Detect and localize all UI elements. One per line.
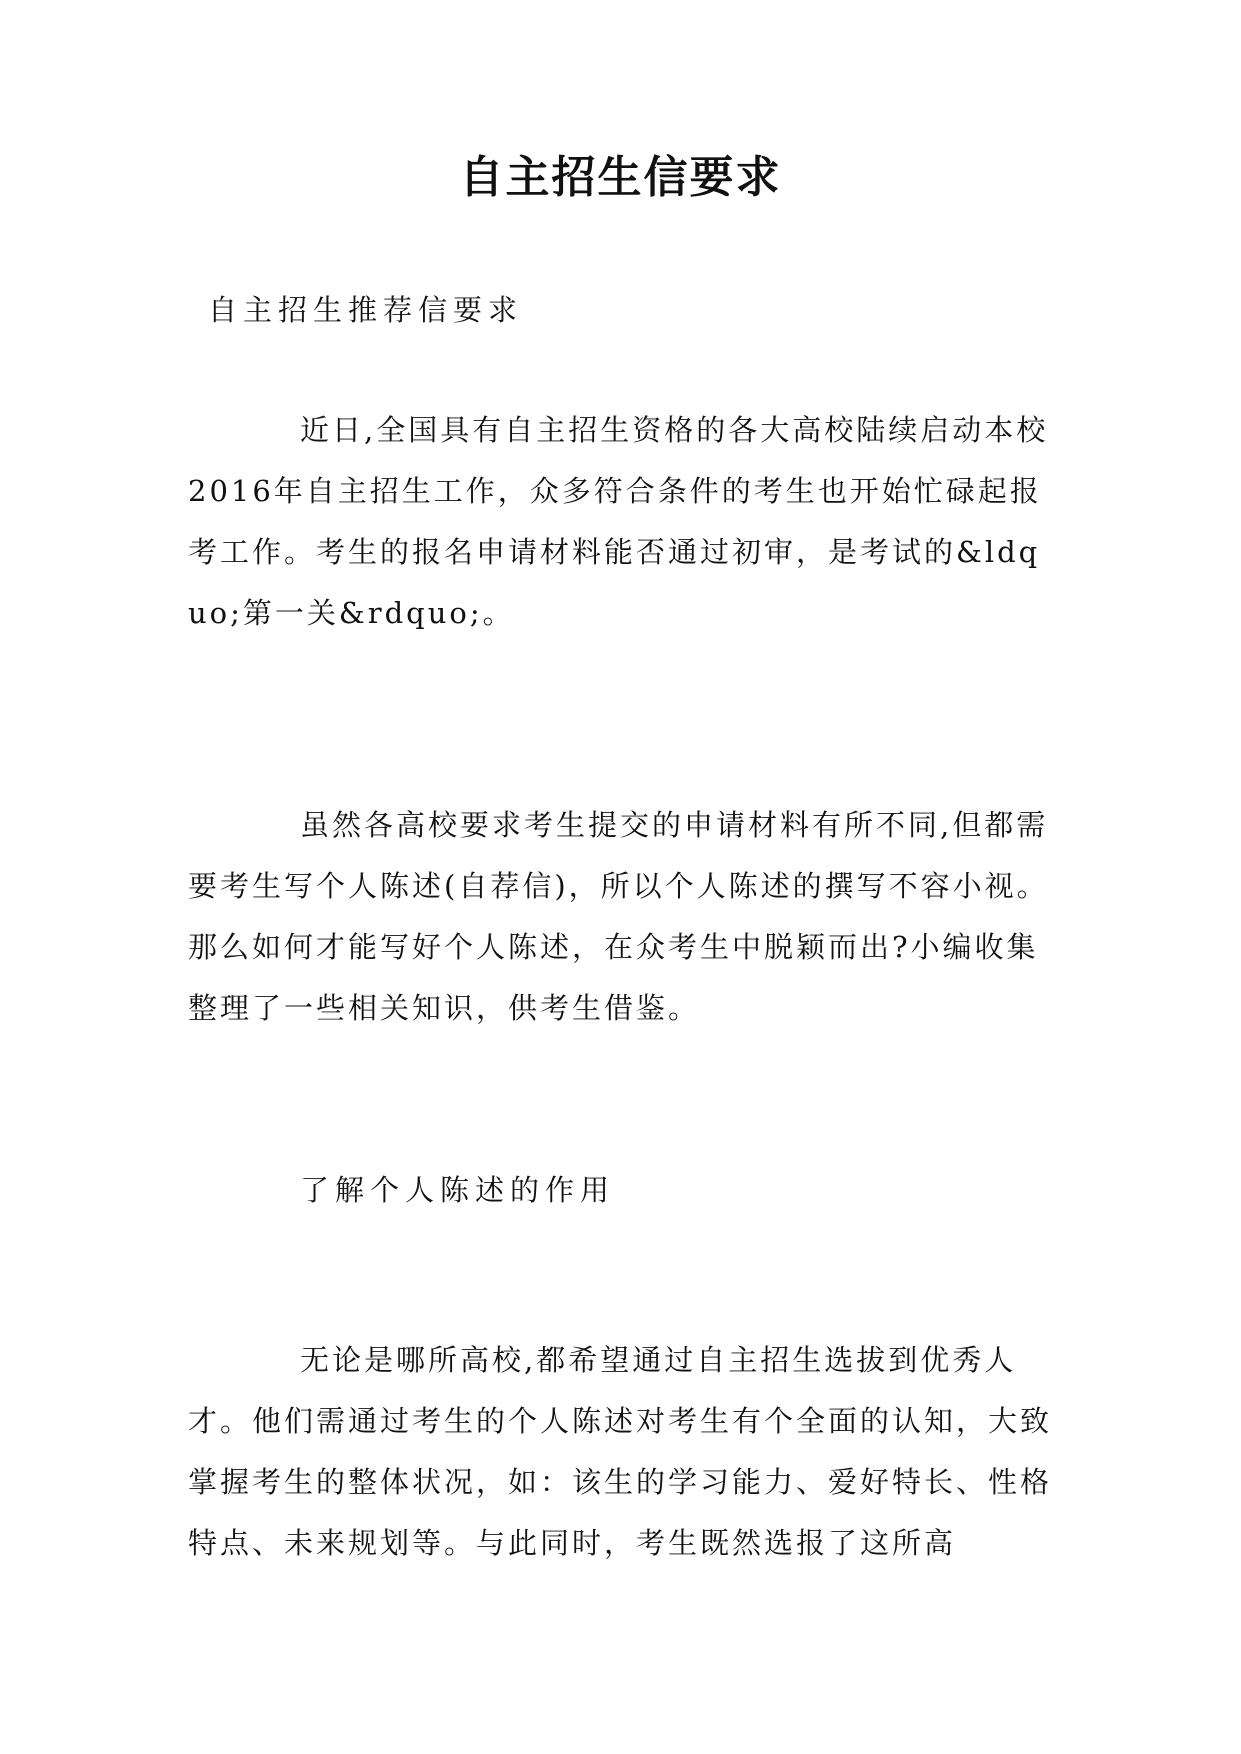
section-heading: 了解个人陈述的作用 xyxy=(300,1173,616,1207)
paragraph-intro: 近日,全国具有自主招生资格的各大高校陆续启动本校2016年自主招生工作，众多符合条件的考生也开始忙碌起报考工作。考生的报名申请材料能否通过初审，是考试的&ldquo;第一关&rdquo;。 xyxy=(188,413,1049,630)
paragraph-personal-statement: 虽然各高校要求考生提交的申请材料有所不同,但都需要考生写个人陈述(自荐信)，所以个人陈述的撰写不容小视。那么如何才能写好个人陈述，在众考生中脱颖而出?小编收集整理了一些相关知识，供考生借鉴。 xyxy=(188,808,1049,1025)
document-title: 自主招生信要求 xyxy=(459,152,782,203)
document-subtitle: 自主招生推荐信要求 xyxy=(208,293,524,327)
paragraph-section-body: 无论是哪所高校,都希望通过自主招生选拔到优秀人才。他们需通过考生的个人陈述对考生有个全面的认知，大致掌握考生的整体状况，如：该生的学习能力、爱好特长、性格特点、未来规划等。与此同时，考生既然选报了这所高 xyxy=(188,1343,1053,1560)
